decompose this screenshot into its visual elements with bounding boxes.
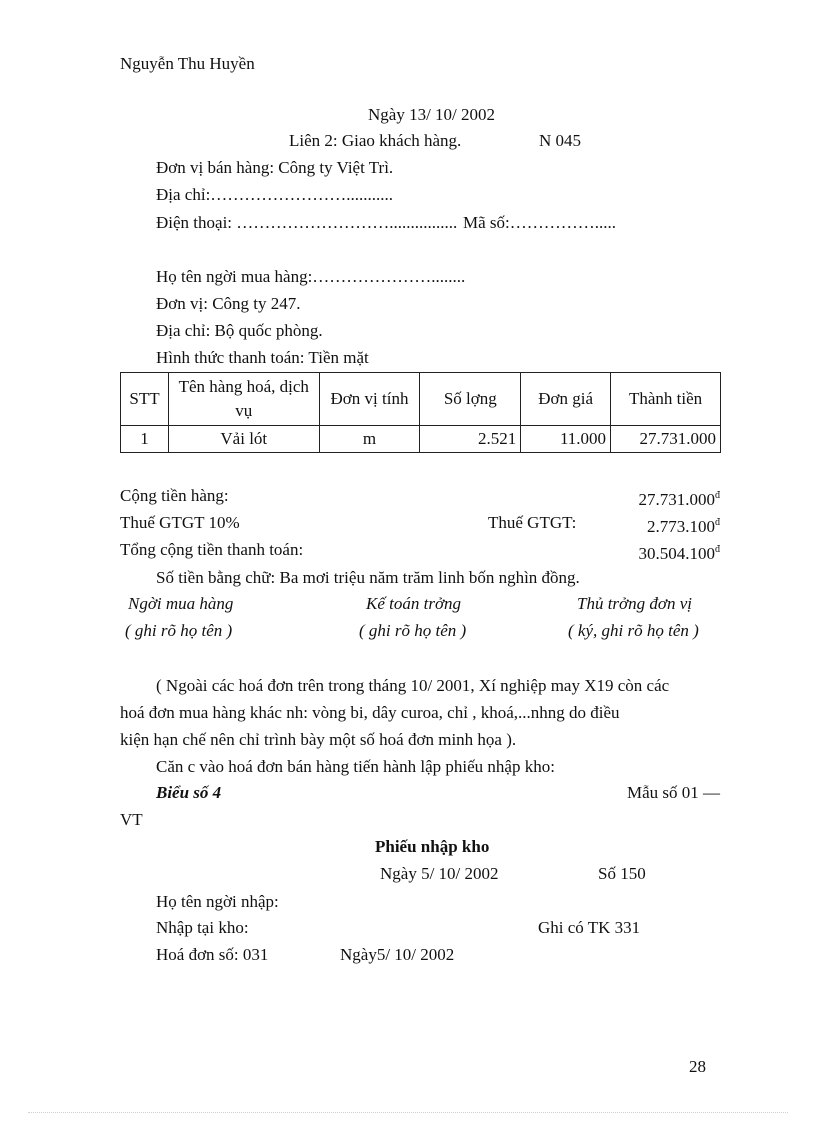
table-cell: 27.731.000 (611, 426, 721, 453)
invoice-date: Ngày 13/ 10/ 2002 (368, 105, 496, 124)
signature-director-note: ( ký, ghi rõ họ tên ) (568, 621, 699, 640)
total-amount (639, 540, 721, 564)
payment-method: Hình thức thanh toán: Tiền mặt (156, 348, 369, 367)
author-header: Nguyễn Thu Huyền (120, 54, 255, 73)
table-cell: 1 (121, 426, 169, 453)
seller: Đơn vị bán hàng: Công ty Việt Trì. (156, 158, 394, 177)
receipt-date: Ngày 5/ 10/ 2002 (380, 864, 499, 883)
currency-mark: đ (715, 517, 720, 528)
vat-value: 2.773.100 (647, 517, 715, 536)
buyer-name: Họ tên ngời mua hàng:…………………........ (156, 267, 466, 286)
receipt-form-number: Mẫu số 01 — (626, 783, 720, 802)
column-header: Đơn vị tính (319, 373, 420, 426)
signature-buyer-note: ( ghi rõ họ tên ) (125, 621, 233, 640)
column-header: Đơn giá (521, 373, 611, 426)
signature-accountant-note: ( ghi rõ họ tên ) (359, 621, 467, 640)
page-number: 28 (689, 1057, 706, 1076)
seller-phone: Điện thoại: ………………………................ (156, 213, 458, 232)
currency-mark: đ (715, 544, 720, 555)
paragraph-line: Căn c vào hoá đơn bán hàng tiến hành lập phiếu nhập kho: (156, 757, 555, 776)
subtotal-value: 27.731.000 (638, 490, 715, 509)
receipt-warehouse: Nhập tại kho: (156, 918, 249, 937)
receipt-invoice-number: Hoá đơn số: 031 (156, 945, 269, 964)
total-label: Tổng cộng tiền thanh toán: (120, 540, 304, 559)
table-row (121, 426, 721, 453)
receipt-receiver: Họ tên ngời nhập: (156, 892, 279, 911)
paragraph-line: hoá đơn mua hàng khác nh: vòng bi, dây curoa, chỉ , khoá,...nhng do điều (120, 703, 620, 722)
vat-amount (647, 513, 720, 537)
vat-label: Thuế GTGT: (488, 513, 577, 532)
table-cell: 2.521 (420, 426, 521, 453)
invoice-copy: Liên 2: Giao khách hàng. (289, 131, 462, 150)
invoice-table (120, 372, 721, 453)
signature-accountant-role: Kế toán trởng (366, 594, 462, 613)
signature-director-role: Thủ trởng đơn vị (577, 594, 692, 613)
receipt-label: Biểu số 4 (156, 783, 222, 802)
table-cell: 11.000 (521, 426, 611, 453)
seller-tax-code: Mã số:……………..... (463, 213, 616, 232)
vat-rate-label: Thuế GTGT 10% (120, 513, 240, 532)
column-header: Thành tiền (611, 373, 721, 426)
column-header: Số lợng (420, 373, 521, 426)
receipt-credit-account: Ghi có TK 331 (538, 918, 641, 937)
paragraph-line: ( Ngoài các hoá đơn trên trong tháng 10/ 2001, Xí nghiệp may X19 còn các (156, 676, 670, 695)
receipt-invoice-date: Ngày5/ 10/ 2002 (340, 945, 455, 964)
invoice-number: N 045 (539, 131, 582, 150)
currency-mark: đ (715, 490, 720, 501)
subtotal-label: Cộng tiền hàng: (120, 486, 229, 505)
amount-in-words: Số tiền bằng chữ: Ba mơi triệu năm trăm linh bốn nghìn đồng. (156, 568, 580, 587)
receipt-form-number-cont: VT (120, 810, 143, 829)
receipt-title: Phiếu nhập kho (375, 837, 490, 856)
subtotal-amount (639, 486, 721, 510)
signature-buyer-role: Ngời mua hàng (128, 594, 234, 613)
page-bottom-divider (28, 1112, 788, 1113)
seller-address: Địa chỉ:……………………........... (156, 185, 394, 204)
table-cell: Vải lót (168, 426, 319, 453)
buyer-address: Địa chỉ: Bộ quốc phòng. (156, 321, 323, 340)
paragraph-line: kiện hạn chế nên chỉ trình bày một số hoá đơn minh họa ). (120, 730, 517, 749)
table-header-row (121, 373, 721, 426)
receipt-number: Số 150 (598, 864, 646, 883)
table-cell: m (319, 426, 420, 453)
column-header: STT (121, 373, 169, 426)
total-value: 30.504.100 (638, 544, 715, 563)
column-header: Tên hàng hoá, dịch vụ (168, 373, 319, 426)
buyer-unit: Đơn vị: Công ty 247. (156, 294, 301, 313)
